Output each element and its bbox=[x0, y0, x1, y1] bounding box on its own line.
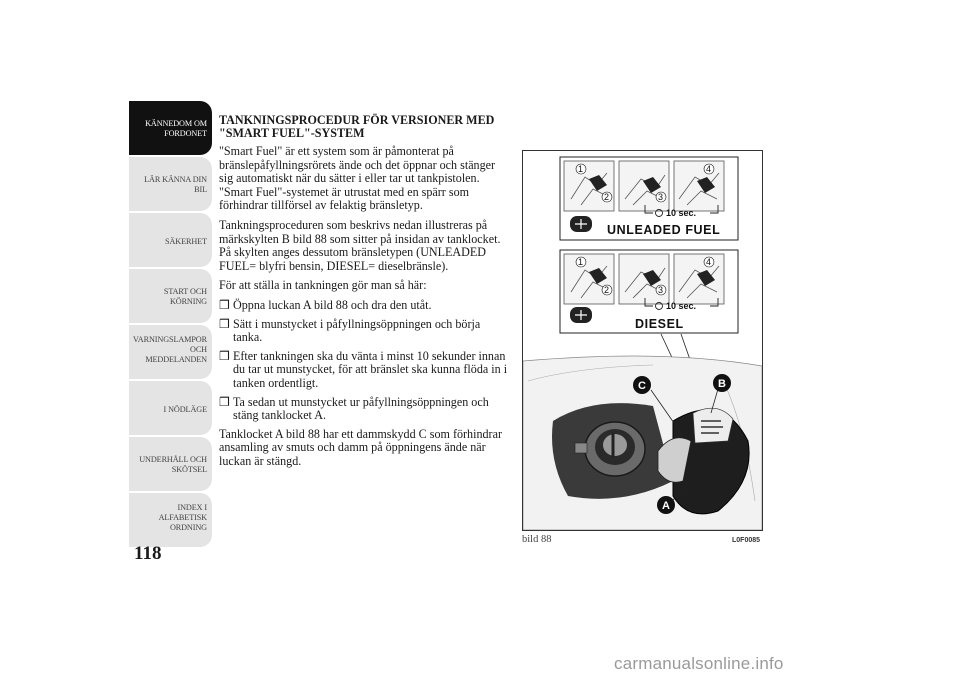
figure-caption: bild 88 bbox=[522, 534, 552, 545]
main-text bbox=[219, 114, 509, 474]
list-item: ❒ Ta sedan ut munstycket ur påfyllningsöppningen och stäng tanklocket A. bbox=[219, 394, 489, 423]
tab-label: LÄR KÄNNA DIN BIL bbox=[144, 175, 207, 194]
paragraph-procedure: Tankningsproceduren som beskrivs nedan illustreras på märkskylten B bild 88 som sitter på insidan av tanklocket. På skylten anges dessutom bränsletypen (UNLEADED FUEL= blyfri bensin, DIESEL= dieselbränsle). bbox=[219, 217, 501, 273]
tab-index[interactable] bbox=[129, 493, 212, 547]
tab-label: INDEX I ALFABETISK ORDNING bbox=[158, 503, 207, 532]
paragraph-intro: "Smart Fuel" är ett system som är påmonterat på bränslepåfyllningsrörets ände och det öppnar och stänger sig automatiskt när du sätter i eller tar ut tankpistolen. "Smart Fuel"-systemet är utrustat med en spärr som förhindrar tillförsel av felaktig bränsletyp. bbox=[219, 144, 496, 213]
figure-code: L0F0085 bbox=[732, 537, 761, 544]
checkbox-bullet-icon: ❒ bbox=[219, 316, 230, 331]
tab-underhall-och-skotsel[interactable] bbox=[129, 437, 212, 491]
label-panel-diesel bbox=[560, 250, 738, 333]
tab-label: I NÖDLÄGE bbox=[163, 405, 207, 414]
step-number: 4 bbox=[706, 257, 712, 267]
tab-start-och-korning[interactable] bbox=[129, 269, 212, 323]
list-item: ❒ Öppna luckan A bild 88 och dra den utåt. bbox=[219, 297, 432, 312]
watermark: carmanualsonline.info bbox=[614, 654, 784, 673]
chapter-sidebar bbox=[129, 101, 212, 549]
checkbox-bullet-icon: ❒ bbox=[219, 297, 230, 312]
tab-i-nodlage[interactable] bbox=[129, 381, 212, 435]
tab-varningslampor[interactable] bbox=[129, 325, 212, 379]
tab-sakerhet[interactable] bbox=[129, 213, 212, 267]
tab-label: START OCH KÖRNING bbox=[163, 287, 207, 306]
step-number: 1 bbox=[578, 164, 584, 174]
tab-label: SÄKERHET bbox=[165, 237, 207, 246]
label-panel-unleaded bbox=[560, 157, 738, 240]
tab-kannedom-om-fordonet[interactable] bbox=[129, 101, 212, 155]
callout-label: B bbox=[718, 378, 726, 390]
tab-lar-kanna-din-bil[interactable] bbox=[129, 157, 212, 211]
time-label: 10 sec. bbox=[666, 301, 697, 311]
time-label: 10 sec. bbox=[666, 208, 697, 218]
step-number: 3 bbox=[658, 192, 664, 202]
page-number: 118 bbox=[134, 543, 162, 564]
tab-label: VARNINGSLAMPOR OCH MEDDELANDEN bbox=[133, 335, 207, 364]
step-number: 4 bbox=[706, 164, 712, 174]
callout-label: A bbox=[662, 500, 670, 512]
checkbox-bullet-icon: ❒ bbox=[219, 348, 230, 363]
fuel-cap-illustration bbox=[523, 151, 762, 530]
paragraph-dust-cover: Tanklocket A bild 88 har ett dammskydd C som förhindrar ansamling av smuts och damm på öppningens ände när luckan är stängd. bbox=[219, 426, 502, 468]
step-number: 2 bbox=[604, 192, 610, 202]
step-number: 1 bbox=[578, 257, 584, 267]
step-number: 2 bbox=[604, 285, 610, 295]
section-heading: TANKNINGSPROCEDUR FÖR VERSIONER MED "SMART FUEL"-SYSTEM bbox=[219, 113, 495, 140]
callout-label: C bbox=[638, 380, 646, 392]
tab-label: UNDERHÅLL OCH SKÖTSEL bbox=[139, 455, 207, 474]
figure-88 bbox=[522, 150, 763, 531]
fuel-type-label: DIESEL bbox=[635, 317, 684, 331]
checkbox-bullet-icon: ❒ bbox=[219, 394, 230, 409]
tab-label: KÄNNEDOM OM FORDONET bbox=[145, 119, 207, 138]
fuel-type-label: UNLEADED FUEL bbox=[607, 223, 721, 237]
step-number: 3 bbox=[658, 285, 664, 295]
list-item: ❒ Sätt i munstycket i påfyllningsöppningen och börja tanka. bbox=[219, 316, 481, 345]
paragraph-steps-intro: För att ställa in tankningen gör man så här: bbox=[219, 278, 427, 293]
list-item: ❒ Efter tankningen ska du vänta i minst 10 sekunder innan du tar ut munstycket, för att bränslet ska kunna flöda in i tanken ordentligt. bbox=[219, 348, 508, 390]
